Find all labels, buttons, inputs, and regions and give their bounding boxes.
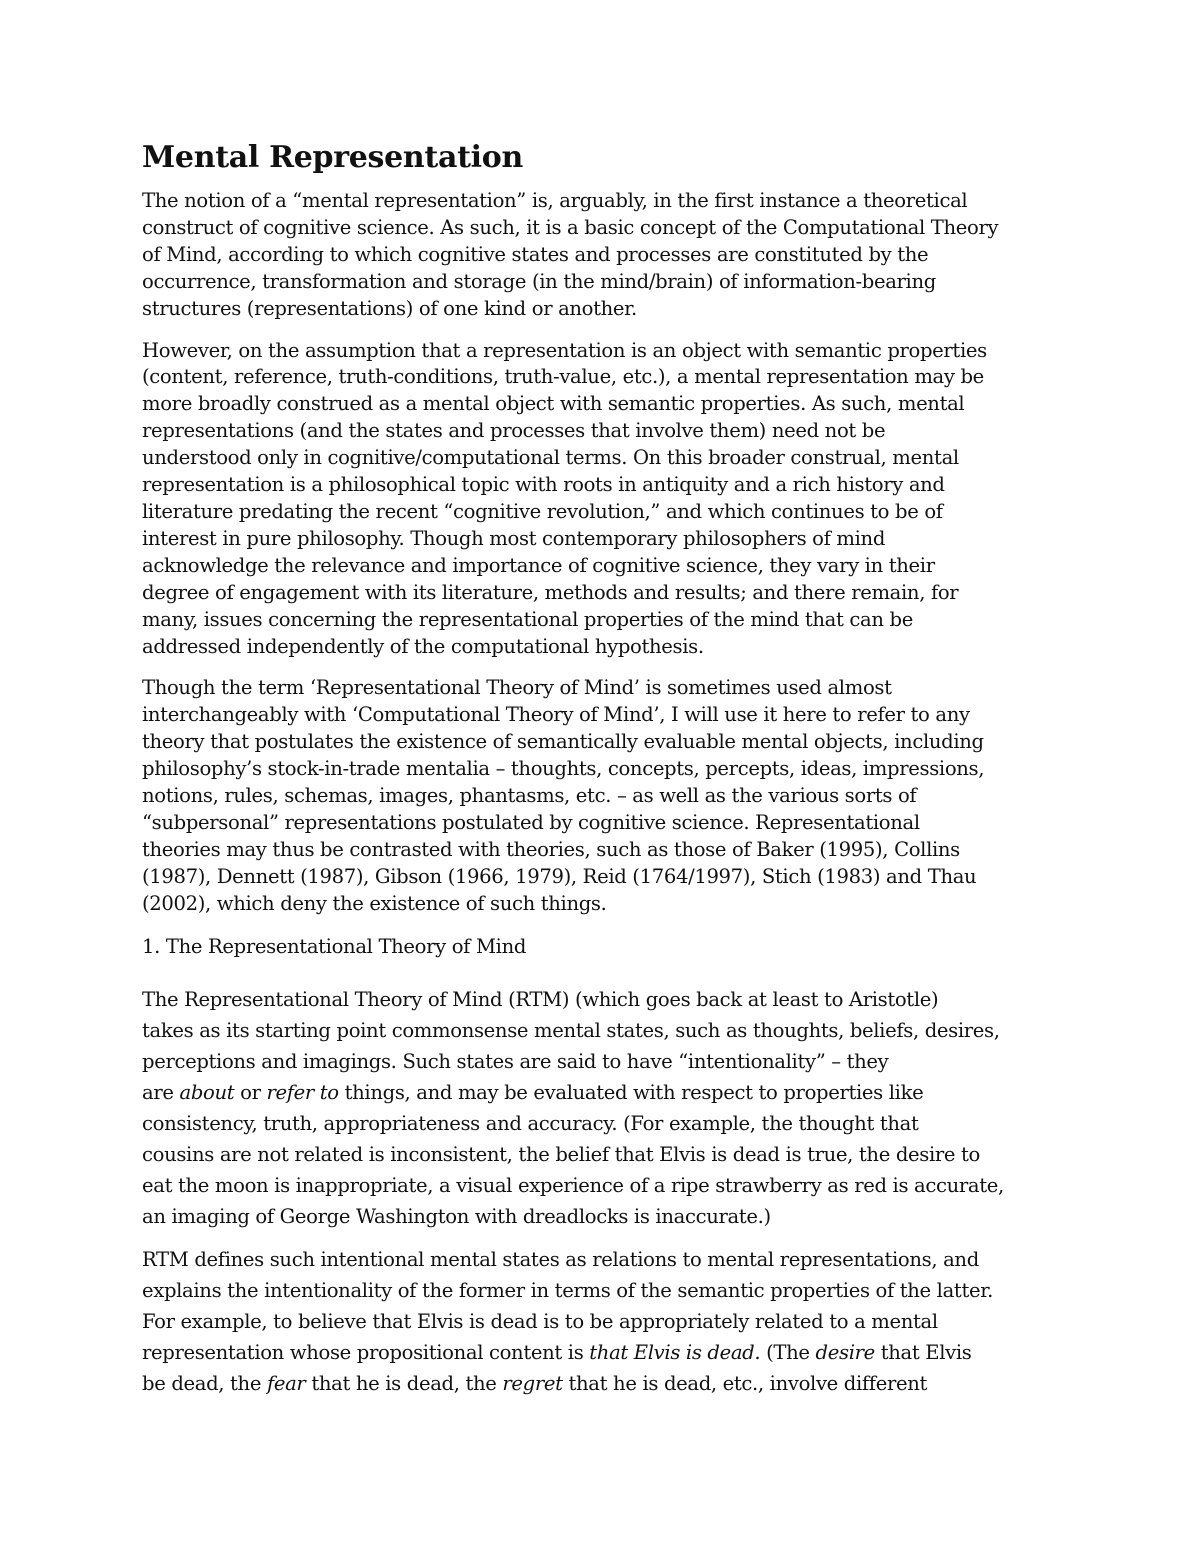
- text-line: addressed independently of the computational hypothesis.: [142, 634, 704, 658]
- text-run: (The: [760, 1340, 816, 1364]
- text-line: many, issues concerning the representational properties of the mind that can be: [142, 607, 913, 631]
- text-line: (1987), Dennett (1987), Gibson (1966, 1979), Reid (1764/1997), Stich (1983) and Thau: [142, 864, 977, 888]
- emphasis-text: regret: [502, 1371, 563, 1395]
- text-line: representation is a philosophical topic with roots in antiquity and a rich history and: [142, 473, 945, 497]
- text-line: However, on the assumption that a representation is an object with semantic properties: [142, 338, 987, 362]
- text-run: be dead, the: [142, 1371, 267, 1395]
- text-line: eat the moon is inappropriate, a visual experience of a ripe strawberry as red is accurate,: [142, 1173, 1004, 1197]
- text-line: For example, to believe that Elvis is dead is to be appropriately related to a mental: [142, 1309, 938, 1333]
- text-line: an imaging of George Washington with dreadlocks is inaccurate.): [142, 1204, 771, 1228]
- document-title: Mental Representation: [142, 140, 523, 175]
- text-run: are: [142, 1080, 180, 1104]
- text-line: explains the intentionality of the former in terms of the semantic properties of the latter.: [142, 1278, 993, 1302]
- text-line: acknowledge the relevance and importance of cognitive science, they vary in their: [142, 553, 935, 577]
- text-line: perceptions and imagings. Such states are said to have “intentionality” – they: [142, 1049, 889, 1073]
- emphasis-text: desire: [815, 1340, 875, 1364]
- text-line: notions, rules, schemas, images, phantasms, etc. – as well as the various sorts of: [142, 784, 917, 808]
- text-line: (2002), which deny the existence of such things.: [142, 891, 607, 915]
- text-line: [142, 1368, 1062, 1399]
- text-line: [142, 1077, 1062, 1108]
- text-line: RTM defines such intentional mental states as relations to mental representations, and: [142, 1247, 979, 1271]
- text-line: interchangeably with ‘Computational Theory of Mind’, I will use it here to refer to any: [142, 703, 970, 727]
- text-run: things, and may be evaluated with respect to properties like: [338, 1080, 924, 1104]
- text-line: theories may thus be contrasted with theories, such as those of Baker (1995), Collins: [142, 837, 960, 861]
- text-line: “subpersonal” representations postulated by cognitive science. Representational: [142, 810, 920, 834]
- text-line: occurrence, transformation and storage (in the mind/brain) of information-bearing: [142, 269, 936, 293]
- text-line: [142, 1337, 1062, 1368]
- text-line: The Representational Theory of Mind (RTM) (which goes back at least to Aristotle): [142, 987, 939, 1011]
- text-line: literature predating the recent “cognitive revolution,” and which continues to be of: [142, 499, 943, 523]
- text-line: of Mind, according to which cognitive states and processes are constituted by the: [142, 242, 929, 266]
- text-line: (content, reference, truth-conditions, truth-value, etc.), a mental representation may be: [142, 365, 984, 389]
- text-run: representation whose propositional content is: [142, 1340, 590, 1364]
- text-line: theory that postulates the existence of semantically evaluable mental objects, including: [142, 730, 984, 754]
- text-line: philosophy’s stock-in-trade mentalia – thoughts, concepts, percepts, ideas, impressions,: [142, 757, 985, 781]
- emphasis-text: refer to: [266, 1080, 339, 1104]
- text-line: degree of engagement with its literature, methods and results; and there remain, for: [142, 580, 959, 604]
- text-line: Though the term ‘Representational Theory of Mind’ is sometimes used almost: [142, 676, 892, 700]
- paragraph-1: [142, 188, 1062, 323]
- paragraph-4: [142, 984, 1062, 1232]
- text-run: or: [234, 1080, 267, 1104]
- text-run: that Elvis: [874, 1340, 972, 1364]
- paragraph-3: [142, 675, 1062, 917]
- emphasis-text: about: [179, 1080, 235, 1104]
- emphasis-text: fear: [266, 1371, 306, 1395]
- paragraph-2: [142, 338, 1062, 661]
- text-line: more broadly construed as a mental object with semantic properties. As such, mental: [142, 392, 965, 416]
- text-line: takes as its starting point commonsense mental states, such as thoughts, beliefs, desires,: [142, 1018, 1000, 1042]
- text-run: that he is dead, etc., involve different: [562, 1371, 928, 1395]
- text-line: representations (and the states and processes that involve them) need not be: [142, 419, 886, 443]
- text-line: cousins are not related is inconsistent, the belief that Elvis is dead is true, the desire to: [142, 1142, 980, 1166]
- text-line: interest in pure philosophy. Though most contemporary philosophers of mind: [142, 526, 886, 550]
- text-line: construct of cognitive science. As such, it is a basic concept of the Computational Theory: [142, 215, 999, 239]
- text-line: understood only in cognitive/computational terms. On this broader construal, mental: [142, 446, 959, 470]
- text-line: consistency, truth, appropriateness and accuracy. (For example, the thought that: [142, 1111, 919, 1135]
- text-line: The notion of a “mental representation” is, arguably, in the first instance a theoretical: [142, 189, 968, 212]
- document-page: [142, 138, 1062, 1399]
- text-line: structures (representations) of one kind or another.: [142, 296, 637, 320]
- text-run: that he is dead, the: [305, 1371, 503, 1395]
- section-heading: 1. The Representational Theory of Mind: [142, 934, 527, 958]
- paragraph-5: [142, 1244, 1062, 1399]
- emphasis-text: that Elvis is dead.: [589, 1340, 761, 1364]
